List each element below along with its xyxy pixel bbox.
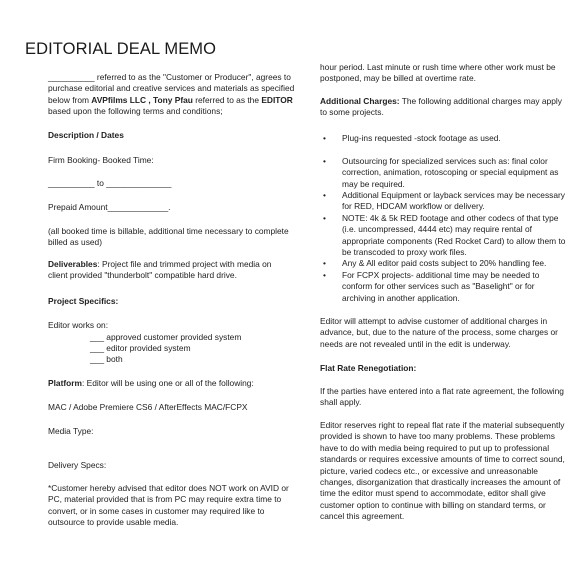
list-item-text: Plug-ins requested -stock footage as used. xyxy=(342,133,501,143)
intro-text-3: based upon the following terms and conditions; xyxy=(48,106,223,117)
platform-list: MAC / Adobe Premiere CS6 / AfterEffects MAC/FCPX xyxy=(48,402,248,412)
list-item-text: Additional Equipment or layback services may be necessary for RED, HDCAM workflow or delivery. xyxy=(342,190,565,212)
bullet-icon: • xyxy=(323,258,326,268)
list-item-text: For FCPX projects- additional time may be needed to conform for other services such as "Baselight" or for archiving in another application. xyxy=(342,270,540,303)
additional-charges-label: Additional Charges: xyxy=(320,96,400,106)
deliverables-paragraph xyxy=(48,259,293,282)
bullet-icon: • xyxy=(323,156,326,166)
date-range-line: __________ to ______________ xyxy=(48,178,172,188)
deliverables-label: Deliverables xyxy=(48,259,98,269)
intro-text-2: referred to as the xyxy=(192,94,262,105)
editor-label: EDITOR xyxy=(261,94,293,105)
producer-blank: __________ xyxy=(48,72,95,82)
avid-pc-footnote: *Customer hereby advised that editor does NOT work on AVID or PC, material provided that is from PC may require extra time to convert, or in some cases in customer may required like to outsource to provide usable media. xyxy=(48,483,289,528)
bullet-icon: • xyxy=(323,190,326,200)
list-item-text: Any & All editor paid costs subject to 20% handling fee. xyxy=(342,258,547,268)
rush-time-text: hour period. Last minute or rush time where other work must be postponed, may be billed at overtime rate. xyxy=(320,62,556,84)
platform-paragraph xyxy=(48,378,254,389)
document-title: EDITORIAL DEAL MEMO xyxy=(25,40,217,58)
bullet-icon: • xyxy=(323,213,326,223)
prepaid-amount-line: Prepaid Amount_____________. xyxy=(48,202,171,212)
deliverables-text: : Project file and trimmed project with media on client provided "thunderbolt" compatible hard drive. xyxy=(48,259,272,281)
company-name: AVPfilms LLC , Tony Pfau xyxy=(91,94,193,105)
flat-rate-intro: If the parties have entered into a flat rate agreement, the following shall apply. xyxy=(320,386,564,408)
bullet-icon: • xyxy=(323,270,326,280)
option-customer-system: ___ approved customer provided system xyxy=(90,332,242,342)
list-item-text: Outsourcing for specialized services such as: final color correction, animation, rotoscoping or special equipment as may be required. xyxy=(342,156,559,189)
intro-paragraph xyxy=(48,72,298,118)
media-type-label: Media Type: xyxy=(48,426,94,436)
all-time-note: (all booked time is billable, additional time necessary to complete billed as used) xyxy=(48,226,289,248)
list-item-text: NOTE: 4k & 5k RED footage and other codecs of that type (i.e. uncompressed, 4444 etc) may require rental of appropriate components (Red Rocket Card) to allow them to be transcoded to proxy work files. xyxy=(342,213,566,258)
editor-works-on-label: Editor works on: xyxy=(48,320,109,330)
description-heading: Description / Dates xyxy=(48,130,124,140)
advise-paragraph: Editor will attempt to advise customer of additional charges in advance, but, due to the nature of the process, some charges or needs are not revealed until in the edit is underway. xyxy=(320,316,558,349)
option-editor-system: ___ editor provided system xyxy=(90,343,191,353)
flat-rate-heading: Flat Rate Renegotiation: xyxy=(320,363,417,373)
bullet-icon: • xyxy=(323,133,326,143)
platform-label: Platform xyxy=(48,378,82,388)
project-specifics-heading: Project Specifics: xyxy=(48,296,119,306)
additional-charges-paragraph xyxy=(320,96,570,119)
platform-text: : Editor will be using one or all of the following: xyxy=(81,378,254,388)
firm-booking-label: Firm Booking- Booked Time: xyxy=(48,155,154,165)
flat-rate-terms: Editor reserves right to repeal flat rate if the material subsequently provided is shown to have too many problems. These problems have to do with media being required to put up to professional standards or requires excessive amounts of time to correct sound, picture, varied codecs etc., or excessive and unreasonable changes, disorganization that drastically increases the amount of time the editor must spend to accommodate, editor shall give customer option to continue with billing on standard terms, or cancel this agreement. xyxy=(320,420,565,522)
additional-charges-text: The following additional charges may apply to some projects. xyxy=(320,96,562,118)
intro-text-1: referred to as the "Customer or Producer", agrees to purchase editorial and creative services and materials as specified below from xyxy=(48,72,295,105)
option-both: ___ both xyxy=(90,354,123,364)
delivery-specs-label: Delivery Specs: xyxy=(48,460,107,470)
